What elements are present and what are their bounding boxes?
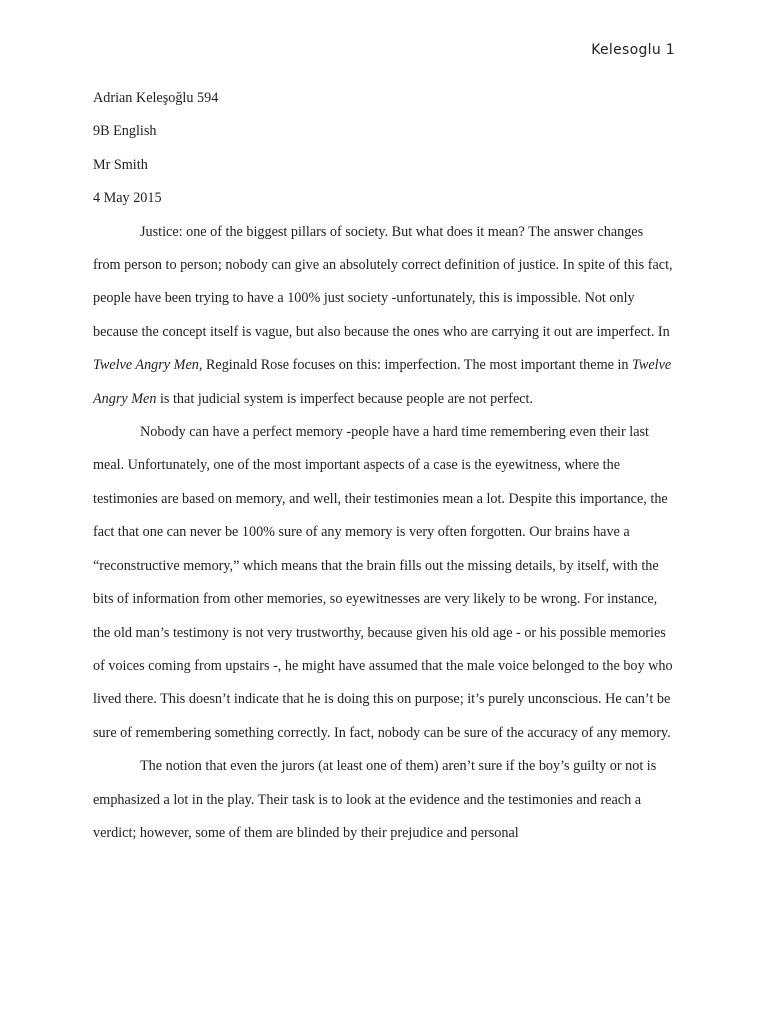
paragraph-3: The notion that even the jurors (at least one of them) aren’t sure if the boy’s guilty or not is emphasized a lot in the play. Their task is to look at the evidence and the testimonies and reach a verdict; however, some of them are blinded by their prejudice and personal [93, 758, 657, 841]
paragraph-1-text-a: Justice: one of the biggest pillars of society. But what does it mean? The answer changes from person to person; nobody can give an absolutely correct definition of justice. In spite of this fact, people have been trying to have a 100% just society -unfortunately, this is impossible. Not only because the concept itself is vague, but also because the ones who are carrying it out are imperfect. In [93, 223, 673, 340]
play-title-italic: Twelve Angry Men [93, 357, 672, 407]
essay-body [93, 82, 673, 850]
paragraph-1 [93, 216, 673, 416]
paragraph-2: Nobody can have a perfect memory -people have a hard time remembering even their last meal. Unfortunately, one of the most important aspects of a case is the eyewitness, where the testimonies are based on memory, and well, their testimonies mean a lot. Despite this importance, the fact that one can never be 100% sure of any memory is very often forgotten. Our brains have a “reconstructive memory,” which means that the brain fills out the missing details, by itself, with the bits of information from other memories, so eyewitnesses are very likely to be wrong. For instance, the old man’s testimony is not very trustworthy, because given his old age - or his possible memories of voices coming from upstairs -, he might have assumed that the male voice belonged to the boy who lived there. This doesn’t indicate that he is doing this on purpose; it’s purely unconscious. He can’t be sure of remembering something correctly. In fact, nobody can be sure of the accuracy of any memory. [93, 424, 673, 741]
play-title-italic: Twelve Angry Men, [93, 357, 203, 374]
class-line: 9B English [93, 123, 157, 140]
paragraph-1-text-b: Reginald Rose focuses on this: imperfection. The most important theme in [202, 357, 633, 374]
date-line: 4 May 2015 [93, 190, 162, 207]
paragraph-1-text-c: is that judicial system is imperfect because people are not perfect. [156, 390, 534, 407]
student-name-line: Adrian Keleşoğlu 594 [93, 90, 219, 106]
running-header: Kelesoglu 1 [591, 42, 675, 58]
teacher-line: Mr Smith [93, 156, 148, 173]
